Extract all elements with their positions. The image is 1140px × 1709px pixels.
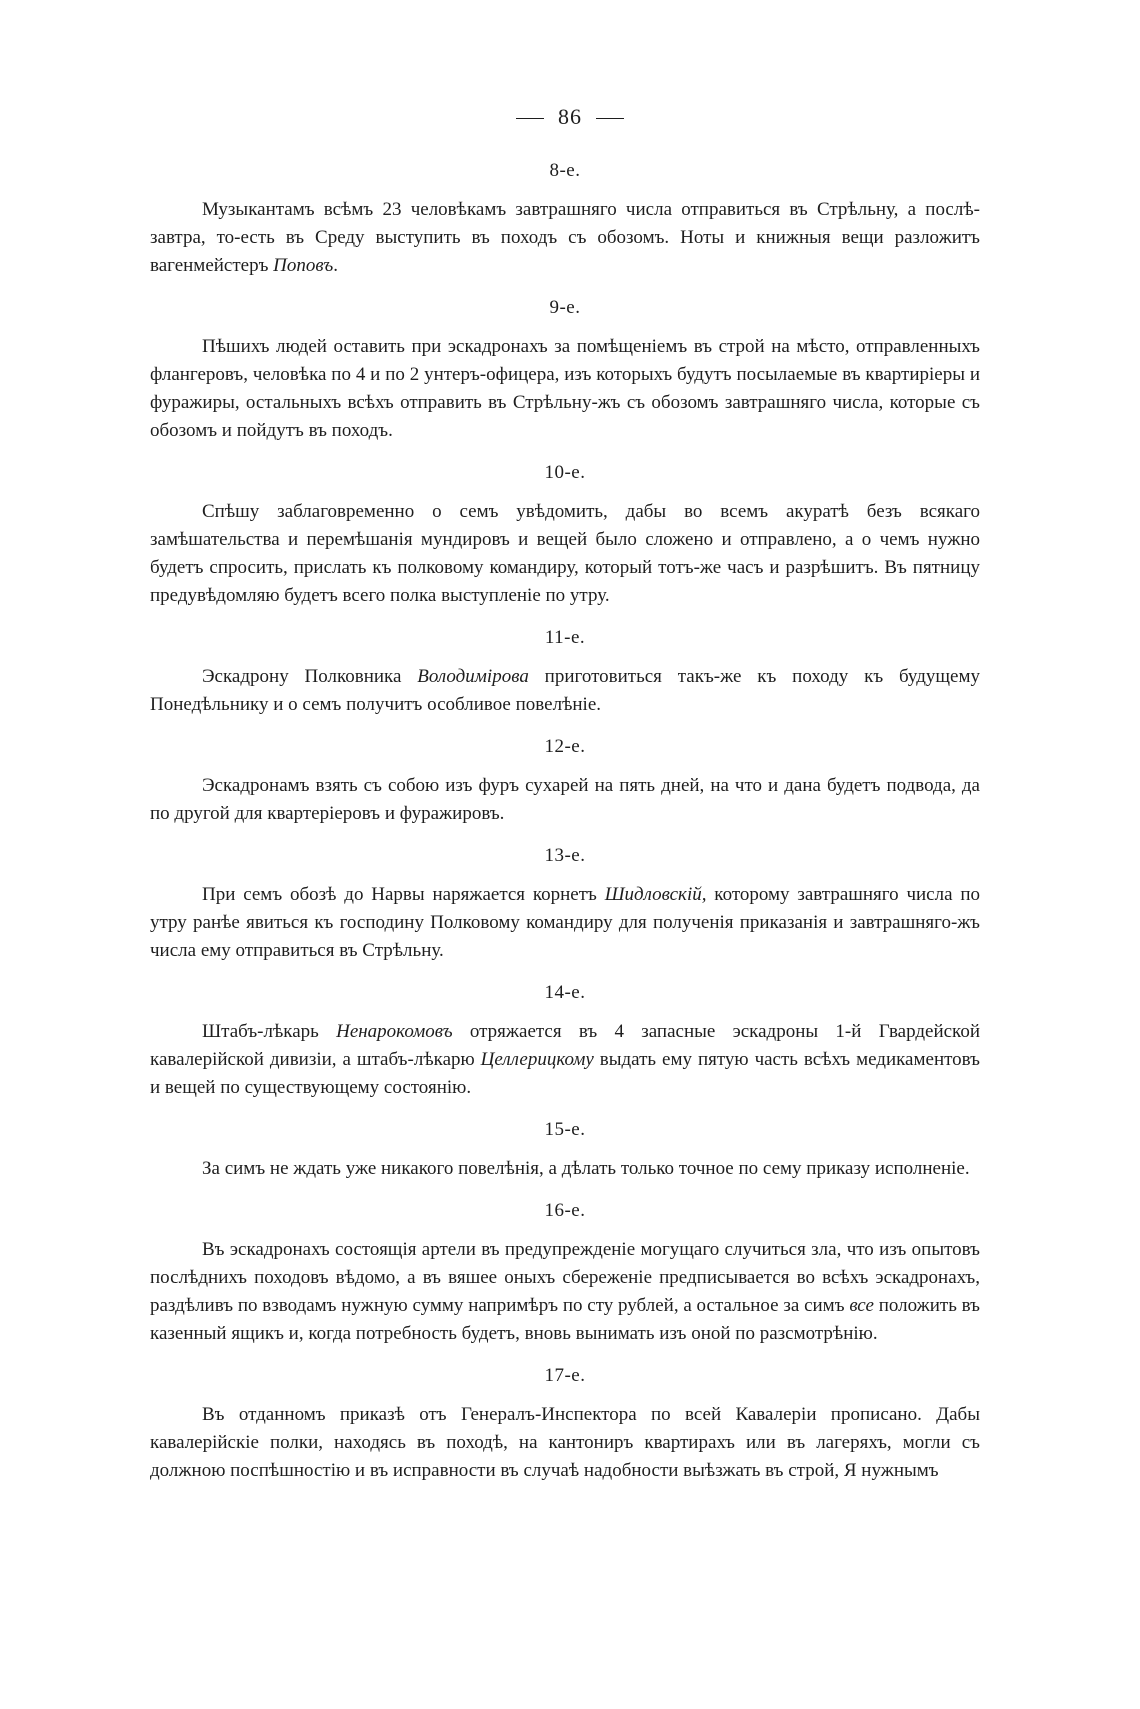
- text-run: При семъ обозѣ до Нарвы наряжается корнетъ: [202, 884, 605, 905]
- text-run: Пѣшихъ людей оставить при эскадронахъ за помѣщеніемъ въ строй на мѣсто, отправленныхъ флангеровъ, человѣка по 4 и по 2 унтеръ-офицера, изъ которыхъ будутъ посылаемые въ квартиріеры и фуражиры, остальныхъ всѣхъ отправить въ Стрѣльну-жъ съ обозомъ завтрашняго числа, которые съ обозомъ и пойдутъ въ походъ.: [150, 336, 980, 441]
- italic-name: Целлерицкому: [480, 1049, 594, 1070]
- text-run: отряжается въ 4 запасные эскадроны 1-й Гвардейской кавалерійской дивизіи, а штабъ-лѣкарю: [150, 1021, 980, 1070]
- sections-container: [150, 160, 980, 1502]
- section-number: 16-е.: [544, 1200, 586, 1221]
- page-number: [0, 104, 1140, 130]
- italic-name: Володимірова: [417, 666, 529, 687]
- italic-name: Поповъ: [273, 255, 334, 276]
- text-run: приготовиться такъ-же къ походу къ будущему Понедѣльнику и о семъ получитъ особливое повелѣніе.: [150, 666, 980, 715]
- text-run: Музыкантамъ всѣмъ 23 человѣкамъ завтрашняго числа отправиться въ Стрѣльну, а послѣ-завтра, то-есть въ Среду выступить въ походъ съ обозомъ. Ноты и книжныя вещи разложитъ вагенмейстеръ: [150, 199, 980, 276]
- italic-name: Шидловскій,: [604, 884, 707, 905]
- section-number: 13-е.: [544, 845, 586, 866]
- text-run: Штабъ-лѣкарь: [202, 1021, 337, 1042]
- section-text: [150, 196, 980, 280]
- section-text: [150, 1236, 980, 1348]
- section-number: 9-е.: [549, 297, 581, 318]
- text-run: .: [333, 255, 339, 276]
- text-run: которому завтрашняго числа по утру ранѣе явиться къ господину Полковому командиру для полученія приказанія и завтрашняго-жъ числа ему отправиться въ Стрѣльну.: [150, 884, 981, 961]
- text-run: Спѣшу заблаговременно о семъ увѣдомить, дабы во всемъ акуратѣ безъ всякаго замѣшательства и перемѣшанія мундировъ и вещей было сложено и отправлено, а о чемъ нужно будетъ спросить, прислать къ полковому командиру, который тотъ-же часъ и разрѣшитъ. Въ пятницу предувѣдомляю будетъ всего полка выступленіе по утру.: [150, 501, 980, 606]
- left-dash: [516, 118, 544, 119]
- section-text: [150, 1401, 980, 1485]
- text-run: положить въ казенный ящикъ и, когда потребность будетъ, вновь вынимать изъ оной по разсмотрѣнію.: [150, 1295, 981, 1344]
- text-run: Въ эскадронахъ состоящія артели въ предупрежденіе могущаго случиться зла, что изъ опытовъ послѣднихъ походовъ вѣдомо, а въ вяшее оныхъ сбереженіе предписывается во всѣхъ эскадронахъ, раздѣливъ по взводамъ нужную сумму напримѣръ по сту рублей, а остальное за симъ: [150, 1239, 980, 1316]
- section-number: 15-е.: [544, 1119, 586, 1140]
- page-number-value: 86: [558, 104, 582, 129]
- section-text: [150, 498, 980, 610]
- italic-name: Ненарокомовъ: [336, 1021, 453, 1042]
- text-run: За симъ не ждать уже никакого повелѣнія, а дѣлать только точное по сему приказу исполненіе.: [202, 1158, 970, 1179]
- section-text: [150, 881, 980, 965]
- italic-name: все: [849, 1295, 874, 1316]
- text-run: Въ отданномъ приказѣ отъ Генералъ-Инспектора по всей Кавалеріи прописано. Дабы кавалерійскіе полки, находясь въ походѣ, на кантониръ квартирахъ или въ лагеряхъ, могли съ должною поспѣшностію и въ исправности въ случаѣ надобности выѣзжать въ строй, Я нужнымъ: [150, 1404, 980, 1481]
- section-text: [150, 333, 980, 445]
- section-text: [150, 1018, 980, 1102]
- section-number: 17-е.: [544, 1365, 586, 1386]
- text-run: Эскадрону Полковника: [202, 666, 418, 687]
- section-text: [150, 663, 980, 719]
- right-dash: [596, 118, 624, 119]
- section-text: [150, 1155, 980, 1183]
- section-number: 12-е.: [544, 736, 586, 757]
- section-number: 10-е.: [544, 462, 586, 483]
- section-number: 14-е.: [544, 982, 586, 1003]
- text-run: Эскадронамъ взять съ собою изъ фуръ сухарей на пять дней, на что и дана будетъ подвода, да по другой для квартеріеровъ и фуражировъ.: [150, 775, 980, 824]
- section-number: 8-е.: [549, 160, 581, 181]
- text-run: выдать ему пятую часть всѣхъ медикаментовъ и вещей по существующему состоянію.: [150, 1049, 980, 1098]
- section-number: 11-е.: [544, 627, 586, 648]
- section-text: [150, 772, 980, 828]
